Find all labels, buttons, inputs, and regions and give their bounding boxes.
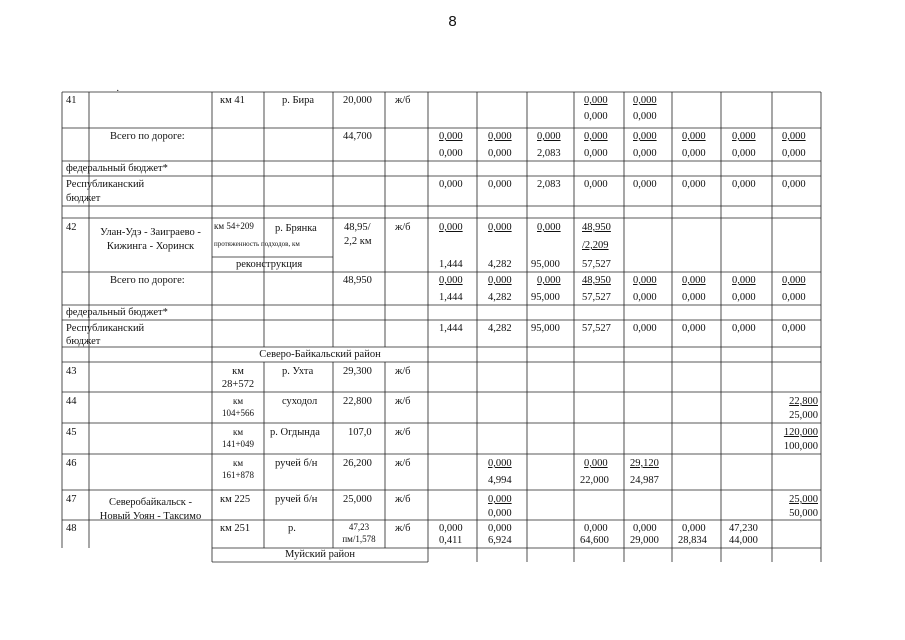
- row-number: 48: [66, 523, 77, 534]
- value-cell: 0,000: [633, 131, 657, 142]
- value-cell: 0,000: [584, 523, 608, 534]
- value-cell: 4,282: [488, 323, 512, 334]
- republic-budget-label: Республиканский: [66, 179, 145, 190]
- value-cell: 0,000: [488, 494, 512, 505]
- value-cell: 95,000: [531, 259, 560, 270]
- material-cell: ж/б: [395, 222, 411, 233]
- length-cell: 22,800: [343, 396, 372, 407]
- material-cell: ж/б: [395, 396, 411, 407]
- value-cell: 0,000: [488, 222, 512, 233]
- value-cell: 4,282: [488, 259, 512, 270]
- republic-budget-label: Республиканский: [66, 323, 145, 334]
- value-cell: 29,000: [630, 535, 659, 546]
- value-cell: 0,000: [488, 508, 512, 519]
- value-cell: 0,000: [584, 95, 608, 106]
- district-heading: Северо-Байкальский район: [259, 349, 381, 360]
- row-number: 42: [66, 222, 77, 233]
- value-cell: 0,000: [682, 179, 706, 190]
- value-cell: 0,000: [439, 131, 463, 142]
- value-cell: 0,411: [439, 535, 463, 546]
- value-cell: 0,000: [782, 275, 806, 286]
- page-number: 8: [448, 13, 457, 30]
- value-cell: 57,527: [582, 292, 611, 303]
- value-cell: 0,000: [633, 111, 657, 122]
- length-cell: 48,95/: [344, 222, 371, 233]
- value-cell: 0,000: [732, 131, 756, 142]
- value-cell: 0,000: [782, 292, 806, 303]
- value-cell: 22,000: [580, 475, 609, 486]
- road-name: Новый Уоян - Таксимо: [99, 511, 202, 522]
- value-cell: 0,000: [782, 179, 806, 190]
- length-cell: 2,2 км: [344, 236, 372, 247]
- value-cell: 95,000: [531, 292, 560, 303]
- length-cell: 25,000: [343, 494, 372, 505]
- value-cell: 0,000: [488, 131, 512, 142]
- material-cell: ж/б: [395, 523, 411, 534]
- row-dot: ·: [116, 86, 120, 97]
- row-number: 45: [66, 427, 77, 438]
- value-cell: 48,950: [582, 222, 611, 233]
- value-cell: 0,000: [633, 179, 657, 190]
- material-cell: ж/б: [395, 494, 411, 505]
- value-cell: 0,000: [584, 111, 608, 122]
- road-name: Северобайкальск -: [108, 497, 193, 508]
- row-number: 47: [66, 494, 77, 505]
- value-cell: 24,987: [630, 475, 659, 486]
- value-cell: 0,000: [488, 275, 512, 286]
- material-cell: ж/б: [395, 458, 411, 469]
- value-cell: 0,000: [633, 275, 657, 286]
- value-cell: 0,000: [633, 148, 657, 159]
- value-cell: 28,834: [678, 535, 707, 546]
- km-cell: км: [232, 458, 244, 468]
- km-cell: 104+566: [221, 408, 255, 418]
- km-cell: км 225: [220, 494, 251, 505]
- value-cell: 95,000: [531, 323, 560, 334]
- length-cell: 44,700: [343, 131, 372, 142]
- value-cell: 120,000: [783, 427, 818, 438]
- value-cell: 0,000: [732, 179, 756, 190]
- value-cell: 0,000: [633, 323, 657, 334]
- object-cell: р. Брянка: [275, 223, 317, 234]
- road-name: Улан-Удэ - Заиграево -: [100, 227, 201, 238]
- value-cell: 0,000: [488, 523, 512, 534]
- value-cell: 0,000: [584, 131, 608, 142]
- reconstruction-label: реконструкция: [236, 259, 303, 270]
- km-cell: 161+878: [221, 470, 255, 480]
- value-cell: 57,527: [582, 323, 611, 334]
- value-cell: 0,000: [439, 275, 463, 286]
- value-cell: 6,924: [488, 535, 512, 546]
- value-cell: 0,000: [682, 523, 706, 534]
- value-cell: 0,000: [537, 275, 561, 286]
- value-cell: 0,000: [584, 458, 608, 469]
- total-label: Всего по дороге:: [110, 275, 185, 286]
- length-cell: 107,0: [348, 427, 372, 438]
- object-cell: р. Ухта: [282, 366, 314, 377]
- km-cell: км: [232, 427, 244, 437]
- value-cell: 0,000: [488, 148, 512, 159]
- value-cell: 0,000: [732, 292, 756, 303]
- value-cell: 0,000: [732, 148, 756, 159]
- federal-budget-label: федеральный бюджет*: [66, 163, 168, 174]
- district-heading: Муйский район: [285, 549, 355, 560]
- value-cell: 2,083: [537, 179, 561, 190]
- material-cell: ж/б: [395, 95, 411, 106]
- value-cell: 25,000: [789, 410, 818, 421]
- republic-budget-label: бюджет: [66, 336, 101, 347]
- value-cell: 4,282: [488, 292, 512, 303]
- value-cell: 64,600: [580, 535, 609, 546]
- value-cell: 0,000: [584, 179, 608, 190]
- road-name: Кижинга - Хоринск: [106, 241, 195, 252]
- length-cell: 47,23: [348, 522, 370, 532]
- km-cell: км: [232, 366, 244, 377]
- value-cell: 0,000: [537, 131, 561, 142]
- value-cell: 1,444: [439, 292, 463, 303]
- length-cell: 26,200: [343, 458, 372, 469]
- value-cell: 0,000: [633, 292, 657, 303]
- value-cell: 0,000: [439, 148, 463, 159]
- value-cell: 0,000: [439, 179, 463, 190]
- value-cell: 0,000: [782, 131, 806, 142]
- object-cell: суходол: [282, 396, 318, 407]
- value-cell: 48,950: [582, 275, 611, 286]
- value-cell: 1,444: [439, 259, 463, 270]
- value-cell: 0,000: [633, 95, 657, 106]
- object-cell: ручей б/н: [275, 494, 318, 505]
- value-cell: 47,230: [729, 523, 758, 534]
- length-cell: пм/1,578: [342, 534, 376, 544]
- length-cell: 48,950: [343, 275, 372, 286]
- material-cell: ж/б: [395, 366, 411, 377]
- value-cell: 0,000: [782, 148, 806, 159]
- value-cell: 0,000: [682, 148, 706, 159]
- km-cell: км 54+209: [214, 221, 254, 231]
- value-cell: 0,000: [732, 323, 756, 334]
- value-cell: 100,000: [783, 441, 818, 452]
- value-cell: 4,994: [488, 475, 512, 486]
- km-cell: км: [232, 396, 244, 406]
- republic-budget-label: бюджет: [66, 193, 101, 204]
- row-number: 41: [66, 95, 77, 106]
- value-cell: 0,000: [537, 222, 561, 233]
- value-cell: 0,000: [732, 275, 756, 286]
- object-cell: ручей б/н: [275, 458, 318, 469]
- km-cell: км 251: [220, 523, 251, 534]
- value-cell: 57,527: [582, 259, 611, 270]
- value-cell: 22,800: [789, 396, 818, 407]
- value-cell: 0,000: [439, 222, 463, 233]
- value-cell: 0,000: [488, 179, 512, 190]
- value-cell: 0,000: [439, 523, 463, 534]
- value-cell: 0,000: [782, 323, 806, 334]
- value-cell: 0,000: [633, 523, 657, 534]
- row-number: 44: [66, 396, 77, 407]
- length-cell: 20,000: [343, 95, 372, 106]
- object-cell: р. Бира: [282, 95, 315, 106]
- value-cell: 0,000: [682, 131, 706, 142]
- total-label: Всего по дороге:: [110, 131, 185, 142]
- length-cell: 29,300: [343, 366, 372, 377]
- value-cell: 25,000: [789, 494, 818, 505]
- km-cell: 141+049: [221, 439, 255, 449]
- row-number: 46: [66, 458, 77, 469]
- value-cell: /2,209: [582, 240, 609, 251]
- km-cell: км 41: [220, 95, 245, 106]
- approach-length-note: протяженность подходов, км: [214, 240, 300, 248]
- row-number: 43: [66, 366, 77, 377]
- value-cell: 0,000: [682, 275, 706, 286]
- federal-budget-label: федеральный бюджет*: [66, 307, 168, 318]
- value-cell: 1,444: [439, 323, 463, 334]
- value-cell: 0,000: [682, 292, 706, 303]
- value-cell: 2,083: [537, 148, 561, 159]
- object-cell: р.: [288, 523, 296, 534]
- value-cell: 0,000: [584, 148, 608, 159]
- value-cell: 29,120: [630, 458, 659, 469]
- value-cell: 0,000: [488, 458, 512, 469]
- material-cell: ж/б: [395, 427, 411, 438]
- km-cell: 28+572: [221, 379, 255, 390]
- value-cell: 50,000: [789, 508, 818, 519]
- value-cell: 44,000: [729, 535, 758, 546]
- object-cell: р. Огдында: [270, 427, 320, 438]
- value-cell: 0,000: [682, 323, 706, 334]
